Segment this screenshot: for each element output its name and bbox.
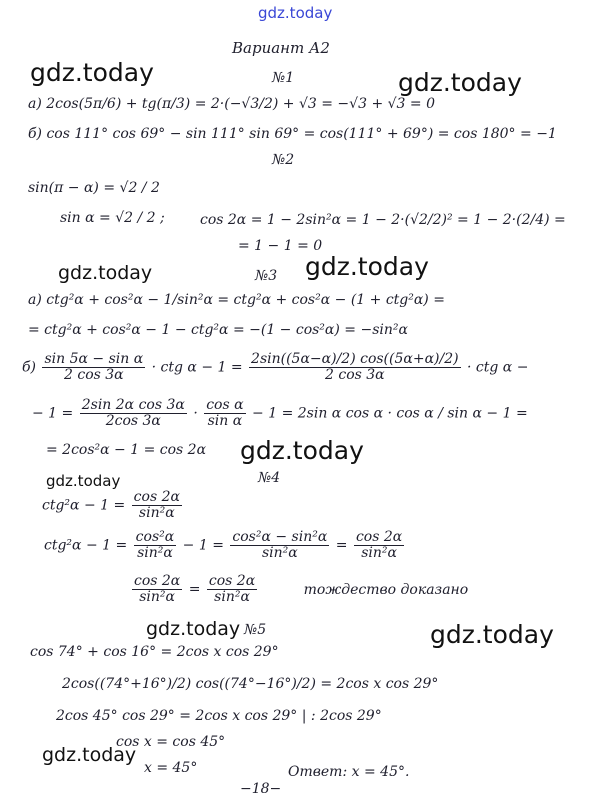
task5-line: x = 45° bbox=[144, 760, 198, 776]
task2-line: sin(π − α) = √2 / 2 bbox=[28, 180, 160, 196]
task-number: №2 bbox=[272, 152, 295, 168]
task-number: №4 bbox=[258, 470, 281, 486]
task5-line: 2cos 45° cos 29° = 2cos x cos 29° | : 2cos 29° bbox=[56, 708, 382, 724]
task2-line: cos 2α = 1 − 2sin²α = 1 − 2·(√2/2)² = 1 − 2·(2/4) = bbox=[200, 212, 566, 228]
variant-title: Вариант А2 bbox=[232, 39, 330, 57]
task3-line: б) $\frac{\text{sin 5α − sin α}}{2 \cos 3\alpha}$ · ctg α − 1 = $\frac{2\sin((5\alpha-\alpha)/2) \cos((5\alpha+\alpha)/2)}{2 \cos 3\alpha}$ · ctg α − bbox=[22, 351, 529, 383]
watermark: gdz.today bbox=[46, 472, 121, 490]
task2-line: sin α = √2 / 2 ; bbox=[60, 210, 165, 226]
watermark: gdz.today bbox=[30, 58, 154, 87]
task4-line: $\frac{\cos 2\alpha}{\text{sin²α}}$ = $\frac{\cos 2\alpha}{\text{sin²α}}$ тождество доказано bbox=[134, 573, 469, 605]
task3-line: а) ctg²α + cos²α − 1/sin²α = ctg²α + cos²α − (1 + ctg²α) = bbox=[28, 292, 445, 308]
task-number: №1 bbox=[272, 70, 295, 86]
task5-line: cos 74° + cos 16° = 2cos x cos 29° bbox=[30, 644, 279, 660]
task-number: №3 bbox=[255, 268, 278, 284]
task3-line: = 2cos²α − 1 = cos 2α bbox=[46, 442, 207, 458]
watermark: gdz.today bbox=[305, 252, 429, 281]
watermark: gdz.today bbox=[42, 744, 137, 766]
watermark: gdz.today bbox=[240, 436, 364, 465]
proof-note: тождество доказано bbox=[303, 581, 469, 598]
watermark: gdz.today bbox=[58, 262, 153, 284]
task5-line: 2cos((74°+16°)/2) cos((74°−16°)/2) = 2cos x cos 29° bbox=[62, 676, 439, 692]
watermark: gdz.today bbox=[430, 620, 554, 649]
task4-line: ctg²α − 1 = $\frac{\text{cos²α}}{\text{sin²α}}$ − 1 = $\frac{\text{cos²α − sin²α}}{\text{sin²α}}$ = $\frac{\cos 2\alpha}{\text{sin²α}}$ bbox=[44, 529, 403, 561]
task4-line: ctg²α − 1 = $\frac{\cos 2\alpha}{\text{sin²α}}$ bbox=[42, 489, 180, 521]
task-number: №5 bbox=[244, 622, 267, 638]
task2-line: = 1 − 1 = 0 bbox=[238, 238, 323, 254]
task1-line-b: б) cos 111° cos 69° − sin 111° sin 69° = cos(111° + 69°) = cos 180° = −1 bbox=[28, 126, 557, 142]
answer: Ответ: x = 45°. bbox=[288, 764, 410, 780]
task3-line: = ctg²α + cos²α − 1 − ctg²α = −(1 − cos²α) = −sin²α bbox=[28, 322, 408, 338]
page-number: −18− bbox=[240, 781, 282, 797]
watermark-top: gdz.today bbox=[258, 4, 333, 22]
task1-line-a: а) 2cos(5π/6) + tg(π/3) = 2·(−√3/2) + √3 = −√3 + √3 = 0 bbox=[28, 96, 435, 112]
watermark: gdz.today bbox=[146, 618, 241, 640]
task5-line: cos x = cos 45° bbox=[116, 734, 226, 750]
task3-line: − 1 = $\frac{\text{2sin 2α cos 3α}}{2\cos 3\alpha}$ · $\frac{\text{cos α}}{\text{sin α}}$ − 1 = 2sin α cos α · cos α / sin α − 1 = bbox=[32, 397, 528, 429]
watermark: gdz.today bbox=[398, 68, 522, 97]
